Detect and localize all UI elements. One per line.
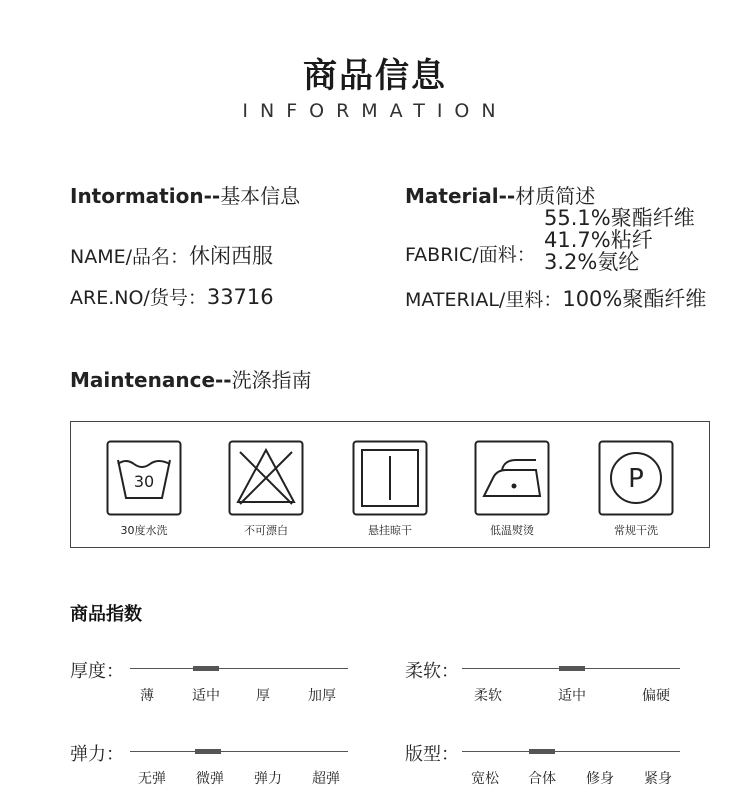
item-no-value: 33716 xyxy=(206,285,274,309)
item-no-label: ARE.NO/货号： xyxy=(70,287,207,309)
item-no-row xyxy=(70,283,274,310)
scale-label-fit: 版型： xyxy=(405,744,459,765)
scale-tick: 厚 xyxy=(256,688,270,704)
fabric-line: 3.2%氨纶 xyxy=(544,250,640,274)
scale-label-thickness: 厚度： xyxy=(70,661,124,682)
wash-30-icon xyxy=(106,440,182,516)
care-item-bleach xyxy=(211,440,321,538)
lining-label: MATERIAL/里料： xyxy=(405,289,563,311)
material-heading-en: Material-- xyxy=(405,184,516,208)
care-item-dryclean xyxy=(581,440,691,538)
info-heading-en: Intormation-- xyxy=(70,184,221,208)
care-label: 30度水洗 xyxy=(120,524,168,537)
page-subtitle: INFORMATION xyxy=(242,100,508,122)
scale-tick: 柔软 xyxy=(474,688,502,704)
info-heading xyxy=(70,180,300,209)
care-label: 常规干洗 xyxy=(614,524,658,537)
name-value: 休闲西服 xyxy=(189,244,274,268)
scale-track xyxy=(130,751,348,752)
scale-marker xyxy=(195,749,221,754)
scale-tick: 加厚 xyxy=(308,688,336,704)
scale-marker xyxy=(529,749,555,754)
maintenance-heading xyxy=(70,364,312,393)
scale-tick: 紧身 xyxy=(644,771,672,787)
care-label: 不可漂白 xyxy=(244,524,288,537)
scale-track xyxy=(130,668,348,669)
scale-tick: 薄 xyxy=(140,688,154,704)
fabric-composition xyxy=(544,207,695,273)
scale-tick: 适中 xyxy=(558,688,586,704)
scale-tick: 偏硬 xyxy=(642,688,670,704)
hang-dry-icon xyxy=(352,440,428,516)
scale-tick: 合体 xyxy=(528,771,556,787)
scale-tick: 微弹 xyxy=(196,771,224,787)
scale-tick: 弹力 xyxy=(254,771,282,787)
maintenance-heading-cn: 洗涤指南 xyxy=(231,368,312,392)
fabric-label: FABRIC/面料： xyxy=(405,244,536,266)
low-iron-icon xyxy=(474,440,550,516)
care-label: 悬挂晾干 xyxy=(368,524,412,537)
lining-row xyxy=(405,283,706,313)
scale-label-elasticity: 弹力： xyxy=(70,744,124,765)
care-label: 低温熨烫 xyxy=(490,524,534,537)
scale-track xyxy=(462,751,680,752)
care-item-wash xyxy=(89,440,199,538)
info-heading-cn: 基本信息 xyxy=(220,184,301,208)
care-item-iron xyxy=(457,440,567,538)
name-label: NAME/品名： xyxy=(70,246,190,268)
scale-tick: 修身 xyxy=(586,771,614,787)
dry-clean-letter: P xyxy=(628,464,644,494)
fabric-line: 41.7%粘纤 xyxy=(544,228,653,252)
name-row xyxy=(70,240,273,270)
care-item-dry xyxy=(335,440,445,538)
scale-tick: 宽松 xyxy=(471,771,499,787)
scale-marker xyxy=(559,666,585,671)
wash-temperature: 30 xyxy=(133,472,155,491)
dry-clean-icon xyxy=(598,440,674,516)
material-heading xyxy=(405,180,595,209)
lining-value: 100%聚酯纤维 xyxy=(562,287,707,311)
scale-marker xyxy=(193,666,219,671)
no-bleach-icon xyxy=(228,440,304,516)
scale-label-softness: 柔软： xyxy=(405,661,459,682)
scale-tick: 超弹 xyxy=(312,771,340,787)
maintenance-heading-en: Maintenance-- xyxy=(70,368,232,392)
care-instructions-box xyxy=(70,421,710,548)
scale-tick: 适中 xyxy=(192,688,220,704)
page-title: 商品信息 xyxy=(303,56,447,96)
index-title: 商品指数 xyxy=(70,604,142,625)
scale-tick: 无弹 xyxy=(138,771,166,787)
fabric-line: 55.1%聚酯纤维 xyxy=(544,206,695,230)
material-heading-cn: 材质简述 xyxy=(515,184,596,208)
